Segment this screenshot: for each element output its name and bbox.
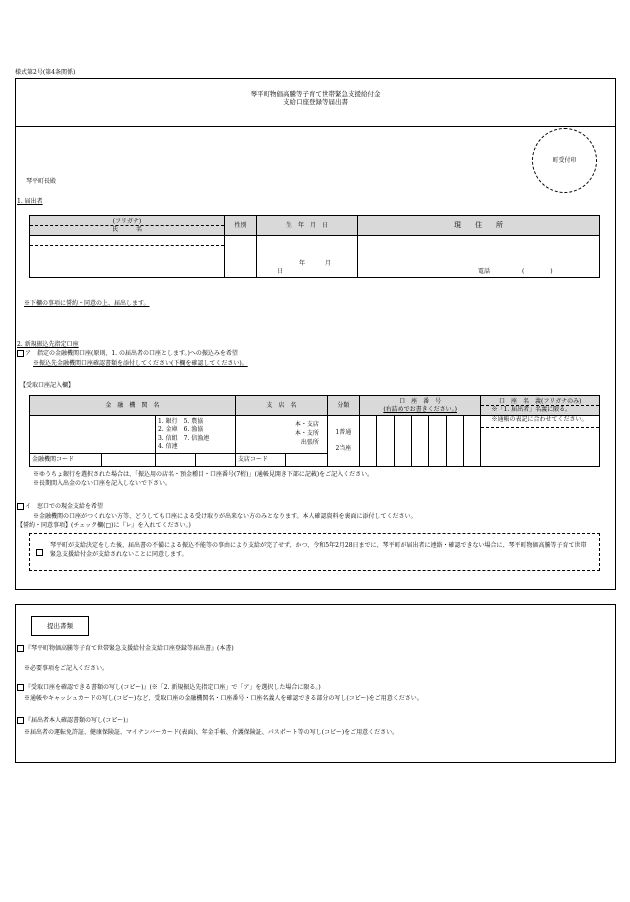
name-label: 氏 名 — [111, 226, 142, 233]
applicant-table — [29, 215, 600, 278]
option-a-note: ※振込先金融機関口座確認書類を添付してください(下欄を確認してください)。 — [33, 360, 248, 367]
doc-item-1-note: ※必要事項をご記入ください。 — [24, 665, 109, 672]
title-line-1: 琴平町物価高騰等子育て世帯緊急支援給付金 — [250, 90, 381, 98]
stamp-label: 町受付印 — [552, 156, 577, 164]
digit-3[interactable] — [394, 416, 411, 467]
section1-heading: 1. 届出者 — [17, 198, 43, 205]
bank-code-box-2[interactable] — [155, 454, 195, 467]
name-header-cell — [30, 216, 225, 236]
dob-label: 生 年 月 日 — [257, 216, 358, 236]
digit-5[interactable] — [429, 416, 446, 467]
digit-7[interactable] — [464, 416, 481, 467]
sex-field[interactable] — [225, 236, 257, 278]
pledge-checkbox[interactable] — [36, 549, 43, 556]
type-header: 分類 — [327, 396, 359, 416]
digit-6[interactable] — [446, 416, 463, 467]
form-number: 様式第2号(第4条関係) — [15, 69, 76, 76]
address-label: 現 住 所 — [358, 216, 600, 236]
documents-heading: 提出書類 — [31, 616, 89, 636]
consent-note: ※下欄の事項に誓約・同意の上、届出します。 — [24, 300, 150, 307]
branch-code-label: 支店コード — [235, 454, 285, 467]
address-field[interactable]: 電話 ( ) — [358, 236, 600, 278]
option-a-checkbox[interactable] — [17, 350, 24, 357]
sex-label: 性別 — [225, 216, 257, 236]
doc-item-1: 『琴平町物価高騰等子育て世帯緊急支援給付金支給口座登録等届出書』(本書) — [17, 645, 234, 653]
number-header: 口 座 番 号 (右詰めでお書きください。) — [359, 396, 481, 416]
account-entry-label: 【受取口座記入欄】 — [20, 382, 75, 389]
holder-header: 口 座 名 義(フリガナのみ) ※「1. 届出者」名義に限る。 — [481, 396, 600, 416]
branch-code-field[interactable] — [285, 454, 327, 467]
digit-2[interactable] — [377, 416, 394, 467]
bank-code-label: 金融機関コード — [30, 454, 102, 467]
branch-header: 支 店 名 — [235, 396, 327, 416]
reception-stamp-circle — [532, 128, 597, 193]
option-b[interactable]: イ 窓口での現金支給を希望 — [17, 503, 103, 511]
addressee: 琴平町長殿 — [26, 178, 57, 185]
doc-item-3-note: ※届出者の運転免許証、健康保険証、マイナンバーカード(表面)、年金手帳、介護保険証、パスポート等の写し(コピー)をご用意ください。 — [24, 729, 399, 736]
pledge-text: 琴平町が支給決定をした後、届出書の不備による振込不能等の事由により支給が完了せず、かつ、令和5年2月28日までに、琴平町が届出者に連絡・確認できない場合に、琴平町物価高騰等子育て世帯緊急支援給付金が支給されないことに同意します。 — [50, 542, 587, 559]
doc-item-2-checkbox[interactable] — [17, 684, 24, 691]
bank-type-list: 1. 銀行 5. 農協 2. 金庫 6. 漁協 3. 信組 7. 信漁連 4. 信連 — [155, 416, 235, 454]
digit-4[interactable] — [411, 416, 428, 467]
doc-item-2: 『受取口座を確認できる書類の写し(コピー)』(※「2. 新規振込先指定口座」で「ア」を選択した場合に限る。) — [17, 684, 321, 692]
account-table — [29, 395, 600, 467]
dob-field[interactable]: 年 月 日 — [257, 236, 358, 278]
doc-item-3: 『届出者本人確認書類の写し(コピー)』 — [17, 717, 131, 725]
yucho-note: ※ゆうちょ銀行を選択された場合は、「振込用の店名・預金種目・口座番号(7桁)」(通帳見開き下部に記載)をご記入ください。 — [33, 471, 374, 478]
bank-code-box-3[interactable] — [195, 454, 235, 467]
section2-heading: 2. 新規振込先指定口座 — [17, 341, 79, 348]
title-line-2: 支給口座登録等届出書 — [283, 98, 348, 107]
longterm-note: ※長期間入出金のない口座を記入しないで下さい。 — [33, 480, 172, 487]
doc-item-1-checkbox[interactable] — [17, 645, 24, 652]
option-b-note: ※金融機関の口座がつくれない方等、どうしても口座による受け取りが出来ない方のみとなります。本人確認資料を裏面に添付してください。 — [33, 513, 417, 520]
furigana-label: (フリガナ) — [30, 218, 224, 227]
branch-type-list: 本・支店 本・支所 出張所 — [235, 416, 327, 454]
name-field[interactable] — [30, 236, 225, 278]
doc-item-3-checkbox[interactable] — [17, 717, 24, 724]
title-divider — [15, 126, 616, 127]
bank-header: 金 融 機 関 名 — [30, 396, 236, 416]
pledge-heading: 【誓約・同意事項】(チェック欄(□)に『レ』を入れてください。) — [17, 522, 191, 529]
doc-item-2-note: ※通帳やキャッシュカードの写し(コピー)など、受取口座の金融機関名・口座番号・口座名義人を確認できる部分の写し(コピー)をご用意ください。 — [24, 695, 423, 702]
option-a[interactable]: ア 指定の金融機関口座(原則、1. の届出者の口座とします。)への振込みを希望 — [17, 350, 238, 358]
option-b-checkbox[interactable] — [17, 503, 24, 510]
bank-code-box-1[interactable] — [102, 454, 156, 467]
bank-name-field[interactable] — [30, 416, 156, 454]
account-type-list: 1普通 2当座 — [327, 416, 359, 467]
digit-1[interactable] — [359, 416, 376, 467]
form-title — [15, 90, 616, 106]
holder-field[interactable]: ※通帳の表記に合わせてください。 — [481, 416, 600, 467]
